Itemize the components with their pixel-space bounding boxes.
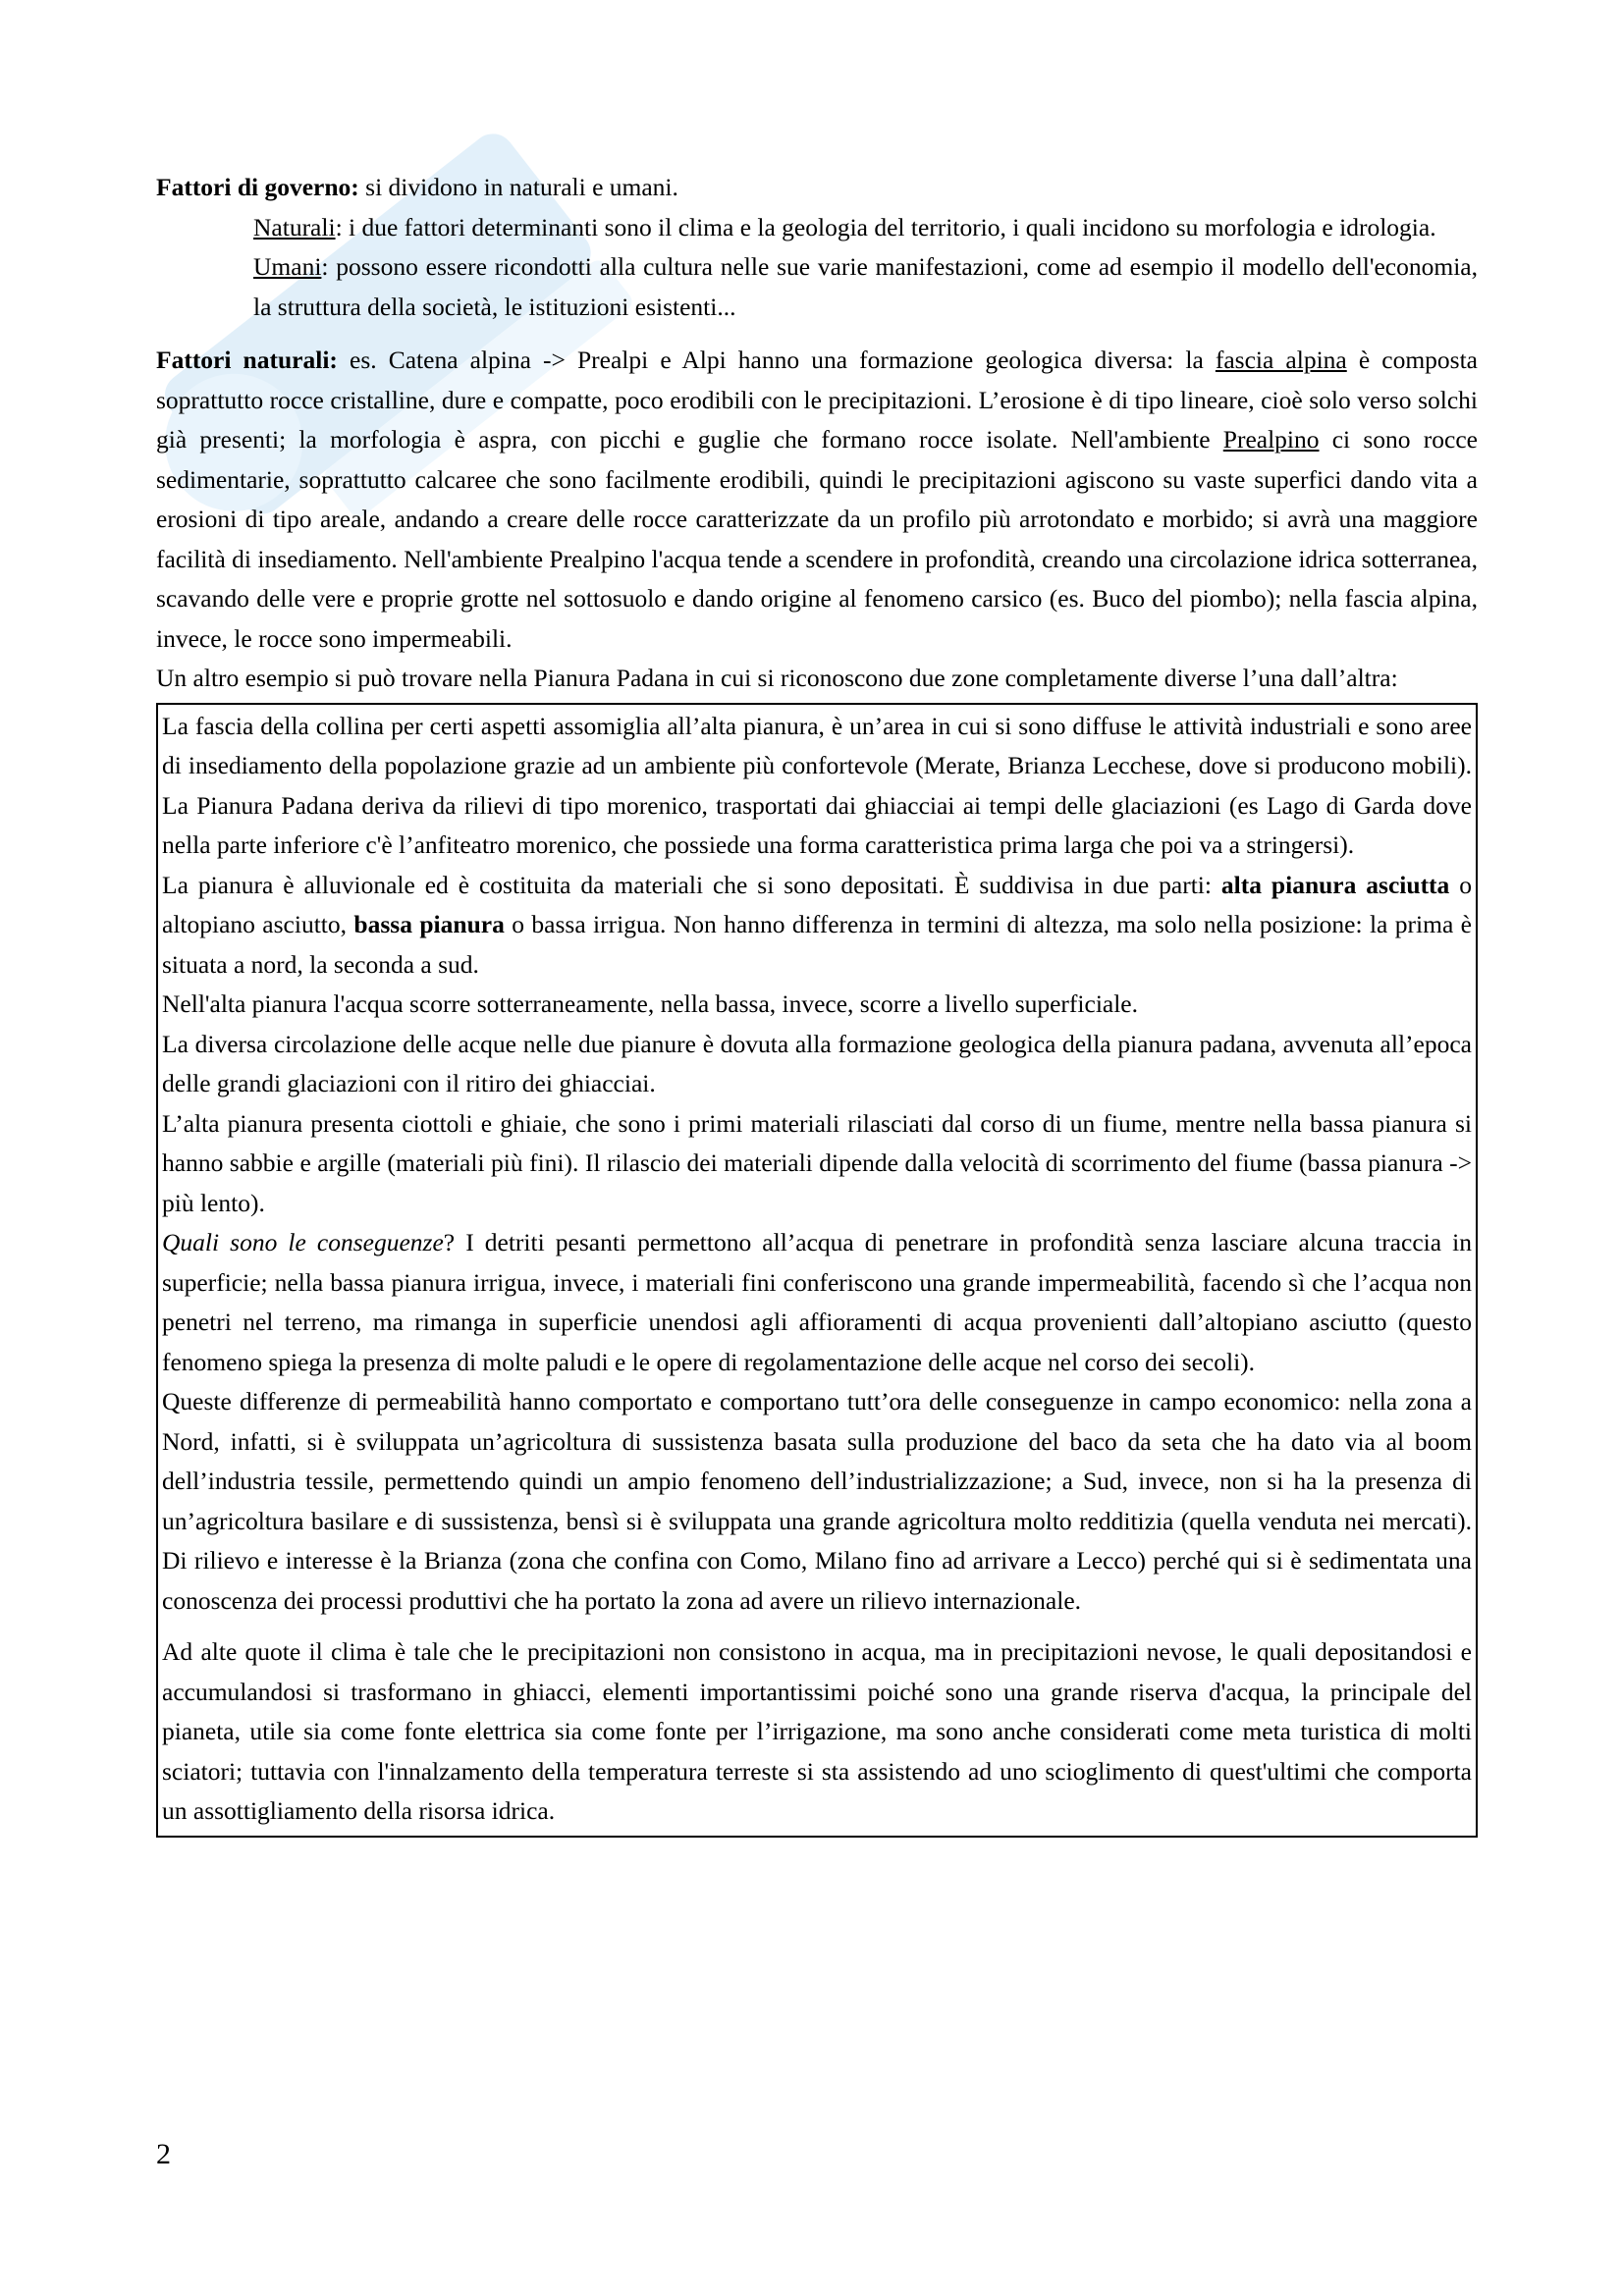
governo-title: Fattori di governo: bbox=[156, 173, 359, 201]
box-paragraph-collina: La fascia della collina per certi aspetti assomiglia all’alta pianura, è un’area in cui si sono diffuse le attività industriali e sono aree di insediamento della popolazione grazie ad un ambiente più confortevole (Merate, Brianza Lecchese, dove si producono mobili). La Pianura Padana deriva da rilievi di tipo morenico, trasportati dai ghiacciai ai tempi delle glaciazioni (es Lago di Garda dove nella parte inferiore c'è l’anfiteatro morenico, che possiede una forma caratteristica prima larga che poi va a stringersi). bbox=[162, 711, 1472, 859]
prealpino-term: Prealpino bbox=[1222, 425, 1320, 454]
governo-paragraph: Fattori di governo: si dividono in naturali e umani. bbox=[156, 173, 678, 201]
naturali-item: Naturali: i due fattori determinanti sono il clima e la geologia del territorio, i quali incidono su morfologia e idrologia. bbox=[253, 212, 1436, 241]
box-paragraph-alluvionale: La pianura è alluvionale ed è costituita da materiali che si sono depositati. È suddivisa in due parti: alta pianura asciutta o altopiano asciutto, bassa pianura o bassa irrigua. Non hanno differenza in termini di altezza, ma solo nella posizione: la prima è situata a nord, la seconda a sud. bbox=[162, 870, 1473, 979]
page-number: 2 bbox=[156, 2138, 171, 2170]
box-paragraph-materiali: L’alta pianura presenta ciottoli e ghiaie, che sono i primi materiali rilasciati dal corso di un fiume, mentre nella bassa pianura si hanno sabbie e argille (materiali più fini). Il rilascio dei materiali dipende dalla velocità di scorrimento del fiume (bassa pianura -> più lento). bbox=[162, 1108, 1472, 1217]
box-paragraph-circolazione: La diversa circolazione delle acque nelle due pianure è dovuta alla formazione geologica della pianura padana, avvenuta all’epoca delle grandi glaciazioni con il ritiro dei ghiacciai. bbox=[162, 1029, 1472, 1097]
bassa-pianura-term: bassa pianura bbox=[353, 910, 505, 938]
umani-label: Umani bbox=[253, 252, 322, 281]
conseguenze-question: Quali sono le conseguenze bbox=[162, 1228, 444, 1256]
naturali-label: Naturali bbox=[253, 212, 336, 241]
box-paragraph-acqua: Nell'alta pianura l'acqua scorre sotterraneamente, nella bassa, invece, scorre a livello superficiale. bbox=[162, 989, 1139, 1018]
box-paragraph-conseguenze: Quali sono le conseguenze? I detriti pesanti permettono all’acqua di penetrare in profondità senza lasciare alcuna traccia in superficie; nella bassa pianura irrigua, invece, i materiali fini conferiscono una grande impermeabilità, facendo sì che l’acqua non penetri nel terreno, ma rimanga in superficie unendosi agli affioramenti di acqua provenienti dall’altopiano asciutto (questo fenomeno spiega la presenza di molte paludi e le opere di regolamentazione delle acque nel corso dei secoli). bbox=[162, 1228, 1473, 1376]
pianura-intro: Un altro esempio si può trovare nella Pianura Padana in cui si riconoscono due zone completamente diverse l’una dall’altra: bbox=[156, 664, 1398, 692]
umani-item: Umani: possono essere ricondotti alla cultura nelle sue varie manifestazioni, come ad esempio il modello dell'economia, la struttura della società, le istituzioni esistenti... bbox=[253, 252, 1478, 321]
document-body bbox=[156, 168, 1478, 1838]
naturali-title: Fattori naturali: bbox=[156, 346, 338, 374]
pianura-padana-box bbox=[156, 703, 1478, 1838]
alta-pianura-term: alta pianura asciutta bbox=[1220, 870, 1450, 899]
box-paragraph-economia: Queste differenze di permeabilità hanno comportato e comportano tutt’ora delle conseguenze in campo economico: nella zona a Nord, infatti, si è sviluppata un’agricoltura di sussistenza basata sulla produzione del baco da seta che ha dato via al boom dell’industria tessile, permettendo quindi un ampio fenomeno dell’industrializzazione; a Sud, invece, non si ha la presenza di un’agricoltura basilare e di sussistenza, bensì si è sviluppata una grande agricoltura molto redditizia (quella venduta nei mercati). Di rilievo e interesse è la Brianza (zona che confina con Como, Milano fino ad arrivare a Lecco) perché qui si è sedimentata una conoscenza dei processi produttivi che ha portato la zona ad avere un rilievo internazionale. bbox=[162, 1387, 1472, 1615]
naturali-paragraph: Fattori naturali: es. Catena alpina -> Prealpi e Alpi hanno una formazione geologica diversa: la fascia alpina è composta soprattutto rocce cristalline, dure e compatte, poco erodibili con le precipitazioni. L’erosione è di tipo lineare, cioè solo verso solchi già presenti; la morfologia è aspra, con picchi e guglie che formano rocce isolate. Nell'ambiente Prealpino ci sono rocce sedimentarie, soprattutto calcaree che sono facilmente erodibili, quindi le precipitazioni agiscono su vaste superfici dando vita a erosioni di tipo areale, andando a creare delle rocce caratterizzate da un profilo più arrotondato e morbido; si avrà una maggiore facilità di insediamento. Nell'ambiente Prealpino l'acqua tende a scendere in profondità, creando una circolazione idrica sotterranea, scavando delle vere e proprie grotte nel sottosuolo e dando origine al fenomeno carsico (es. Buco del piombo); nella fascia alpina, invece, le rocce sono impermeabili. bbox=[156, 346, 1478, 653]
box-paragraph-ghiacci: Ad alte quote il clima è tale che le precipitazioni non consistono in acqua, ma in precipitazioni nevose, le quali depositandosi e accumulandosi si trasformano in ghiacci, elementi importantissimi poiché sono una grande riserva d'acqua, la principale del pianeta, utile sia come fonte elettrica sia come fonte per l’irrigazione, ma sono anche considerati come meta turistica di molti sciatori; tuttavia con l'innalzamento della temperatura terreste si sta assistendo ad uno scioglimento di quest'ultimi che comporta un assottigliamento della risorsa idrica. bbox=[162, 1637, 1472, 1825]
fascia-alpina-term: fascia alpina bbox=[1215, 346, 1347, 374]
